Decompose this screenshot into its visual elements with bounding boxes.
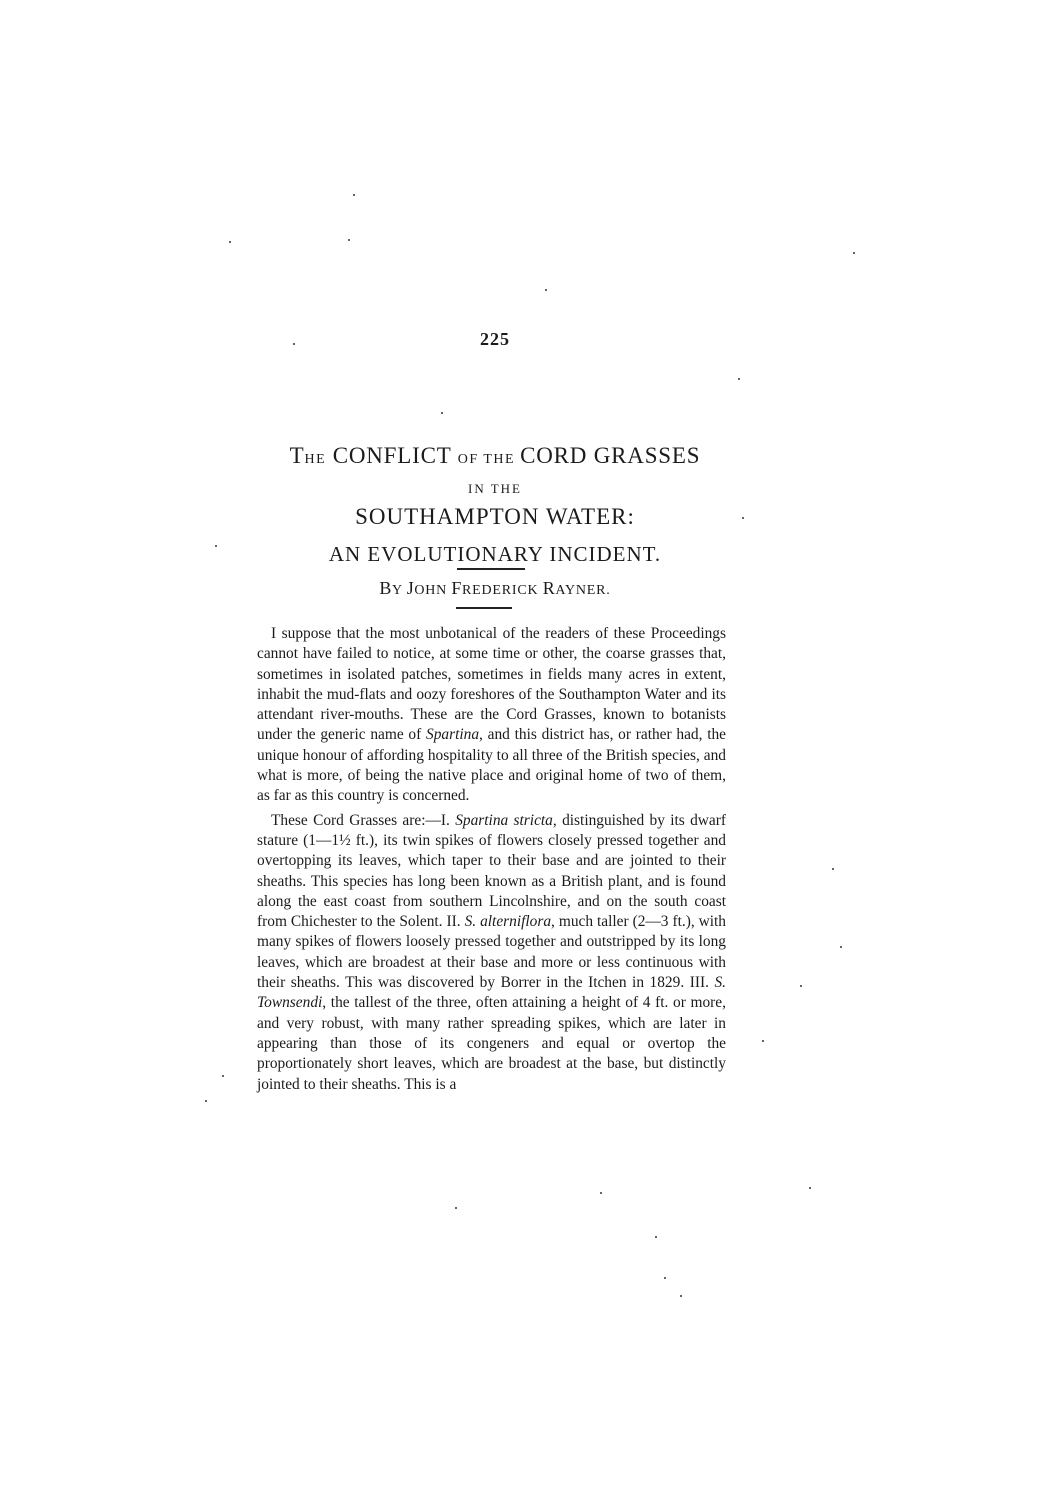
article-body <box>257 624 726 1095</box>
paragraph-2 <box>257 811 726 1095</box>
scan-speck <box>229 241 231 243</box>
byline-first-rest: OHN <box>414 583 452 598</box>
paragraph-2-text-a: These Cord Grasses are:—I. <box>271 811 456 829</box>
genus-name: Spartina <box>426 726 480 744</box>
scan-speck <box>655 1236 657 1238</box>
scan-speck <box>205 1100 207 1102</box>
paragraph-2-text-c: , much taller (2—3 ft.), with many spikes of flowers loosely pressed together and outstripped by its long leaves, which are broadest at their base and more or less continuous with their sheaths. This was discovered by Borrer in the Itchen in 1829. III. <box>257 913 726 992</box>
scan-speck <box>215 545 217 547</box>
species-name-3: S. Townsendi <box>257 974 726 1012</box>
page-number: 225 <box>480 329 510 349</box>
divider-bottom <box>456 607 512 609</box>
title-the: THE <box>478 452 521 467</box>
scan-speck <box>293 343 295 345</box>
scan-speck <box>600 1192 602 1194</box>
paragraph-1 <box>257 624 726 807</box>
byline-middle-cap: F <box>451 578 462 598</box>
scan-speck <box>441 412 443 414</box>
divider-top <box>457 568 525 570</box>
byline-first-cap: J <box>406 578 415 598</box>
species-name-2: S. alterniflora <box>464 913 552 931</box>
title-line-2: IN THE <box>467 481 522 496</box>
scan-speck <box>222 1075 224 1077</box>
scan-speck <box>809 1187 811 1189</box>
scan-speck <box>348 239 350 241</box>
byline-middle-rest: REDERICK <box>462 583 543 598</box>
scan-speck <box>853 252 855 254</box>
scan-speck <box>742 517 744 519</box>
title-of: OF <box>457 452 479 467</box>
paragraph-1-text-b: , and this district has, or rather had, the unique honour of affording hospitality to all three of the British species, and what is more, of being the native place and original home of two of them, as far as this country is concerned. <box>257 726 726 805</box>
title-line-4: AN EVOLUTIONARY INCIDENT. <box>328 542 662 566</box>
title-cap-t: T <box>289 443 305 468</box>
species-name-1: Spartina stricta <box>455 811 553 829</box>
scan-speck <box>738 378 740 380</box>
scan-speck <box>800 985 802 987</box>
byline-by-cap: B <box>379 578 393 598</box>
byline-last-rest: AYNER. <box>555 583 611 598</box>
title-word-he: HE <box>304 452 327 467</box>
byline <box>0 578 990 599</box>
scan-speck <box>664 1277 666 1279</box>
title-line-3: SOUTHAMPTON WATER: <box>355 504 635 529</box>
scan-speck <box>455 1207 457 1209</box>
scan-speck <box>840 946 842 948</box>
paragraph-2-text-b: , distinguished by its dwarf stature (1—1½ ft.), its twin spikes of flowers closely pressed together and overtopping its leaves, which taper to their base and are jointed to their sheaths. This species has long been known as a British plant, and is found along the east coast from southern Lincolnshire, and on the south coast from Chichester to the Solent. II. <box>257 811 727 931</box>
title-cord-grasses: CORD GRASSES <box>520 443 701 468</box>
scan-speck <box>545 289 547 291</box>
title-line-1 <box>0 441 990 475</box>
scan-speck <box>832 868 834 870</box>
scan-speck <box>680 1295 682 1297</box>
byline-by-rest: Y <box>392 583 407 598</box>
paragraph-2-text-d: , the tallest of the three, often attaining a height of 4 ft. or more, and very robust, with many rather spreading spikes, which are later in appearing than those of its congeners and equal or overtop the proportionately short leaves, which are broadest at the base, but distinctly jointed to their sheaths. This is a <box>257 994 726 1093</box>
scan-speck <box>353 194 355 196</box>
title-conflict: CONFLICT <box>326 443 458 468</box>
byline-last-cap: R <box>542 578 556 598</box>
paragraph-1-text-a: I suppose that the most unbotanical of the readers of these Proceedings cannot have failed to notice, at some time or other, the coarse grasses that, sometimes in isolated patches, sometimes in fields many acres in extent, inhabit the mud-flats and oozy foreshores of the Southampton Water and its attendant river-mouths. These are the Cord Grasses, known to botanists under the generic name of <box>257 625 726 744</box>
scan-speck <box>762 1040 764 1042</box>
article-title <box>0 441 990 571</box>
